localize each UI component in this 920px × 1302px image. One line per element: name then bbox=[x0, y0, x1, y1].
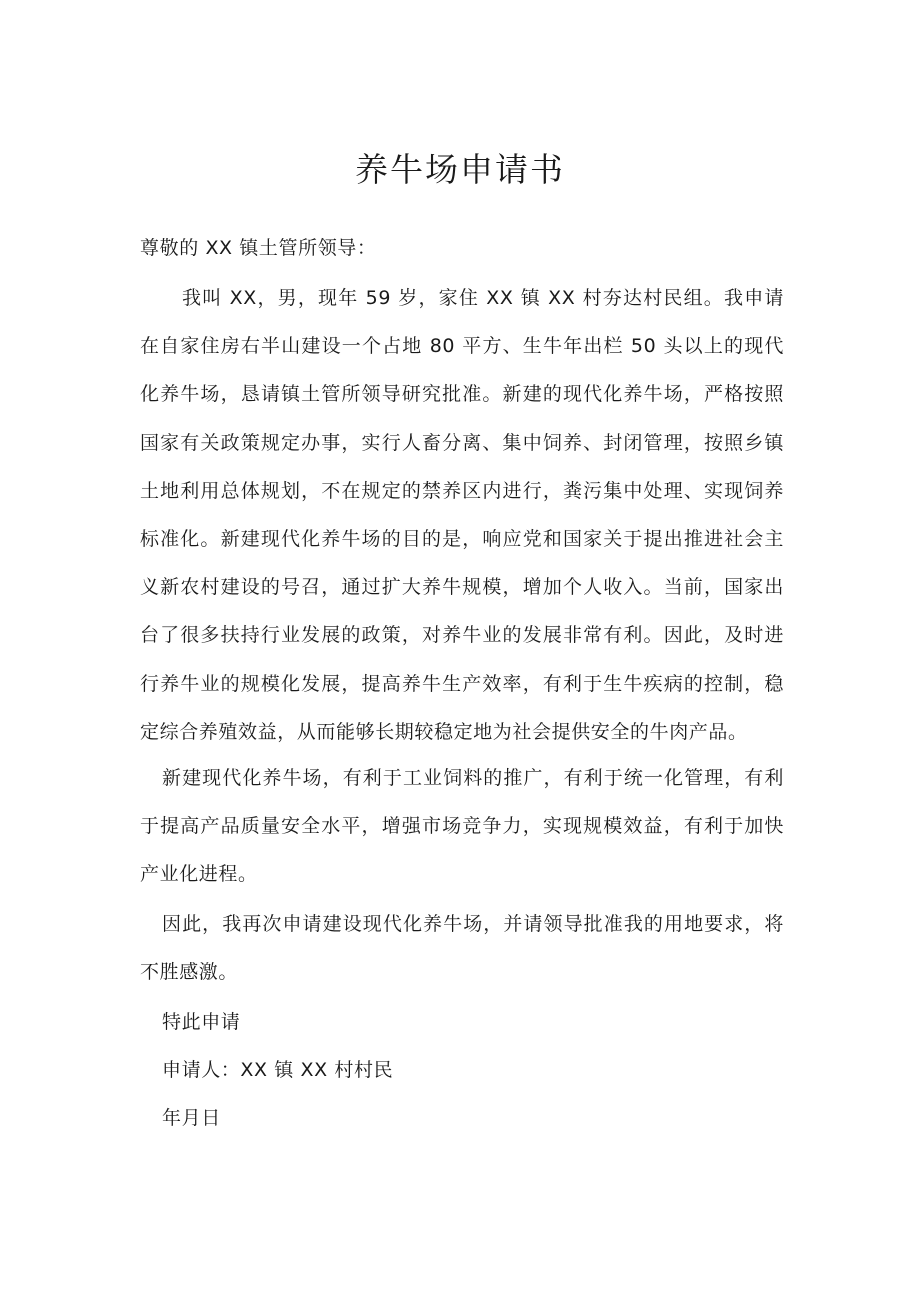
body-paragraph-1: 我叫 XX，男，现年 59 岁，家住 XX 镇 XX 村夯达村民组。我申请在自家住房右半山建设一个占地 80 平方、生牛年出栏 50 头以上的现代化养牛场，恳请镇土管所领导研究批准。新建的现代化养牛场，严格按照国家有关政策规定办事，实行人畜分离、集中饲养、封闭管理，按照乡镇土地利用总体规划，不在规定的禁养区内进行，粪污集中处理、实现饲养标准化。新建现代化养牛场的目的是，响应党和国家关于提出推进社会主义新农村建设的号召，通过扩大养牛规模，增加个人收入。当前，国家出台了很多扶持行业发展的政策，对养牛业的发展非常有利。因此，及时进行养牛业的规模化发展，提高养牛生产效率，有利于生牛疾病的控制，稳定综合养殖效益，从而能够长期较稳定地为社会提供安全的牛肉产品。 bbox=[140, 287, 784, 743]
body-paragraph-3: 因此，我再次申请建设现代化养牛场，并请领导批准我的用地要求，将不胜感激。 bbox=[140, 913, 784, 984]
page-title: 养牛场申请书 bbox=[355, 150, 565, 189]
date-line: 年月日 bbox=[162, 1107, 221, 1129]
salutation: 尊敬的 XX 镇土管所领导： bbox=[140, 237, 377, 259]
signature-line: 申请人：XX 镇 XX 村村民 bbox=[162, 1059, 394, 1081]
body-paragraph-2: 新建现代化养牛场，有利于工业饲料的推广，有利于统一化管理，有利于提高产品质量安全水平，增强市场竞争力，实现规模效益，有利于加快产业化进程。 bbox=[140, 767, 784, 886]
closing-line: 特此申请 bbox=[162, 1011, 241, 1033]
